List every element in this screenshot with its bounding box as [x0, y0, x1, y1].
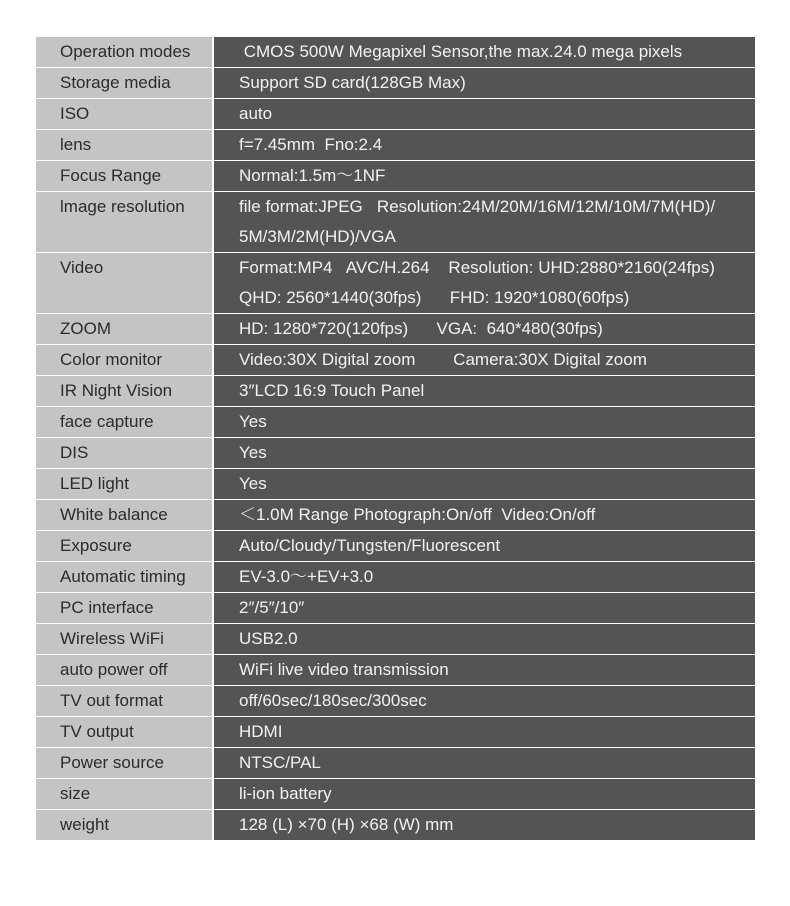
spec-value-line: file format:JPEG Resolution:24M/20M/16M/12M/10M/7M(HD)/ — [239, 197, 716, 216]
spec-label: Focus Range — [36, 161, 213, 192]
spec-row — [36, 192, 755, 253]
spec-value-line: Yes — [239, 412, 267, 431]
spec-label: IR Night Vision — [36, 376, 213, 407]
spec-value — [213, 686, 755, 717]
spec-value — [213, 500, 755, 531]
spec-row — [36, 779, 755, 810]
spec-value — [213, 253, 755, 314]
spec-label: lens — [36, 130, 213, 161]
spec-table-body — [36, 37, 755, 840]
spec-row — [36, 130, 755, 161]
spec-label: weight — [36, 810, 213, 841]
spec-label: Video — [36, 253, 213, 314]
spec-value-line: 5M/3M/2M(HD)/VGA — [239, 227, 396, 246]
spec-value-line: HDMI — [239, 722, 283, 741]
spec-row — [36, 99, 755, 130]
spec-value — [213, 345, 755, 376]
spec-value-line: li-ion battery — [239, 784, 332, 803]
spec-label: Color monitor — [36, 345, 213, 376]
spec-row — [36, 314, 755, 345]
spec-value-line: Auto/Cloudy/Tungsten/Fluorescent — [239, 536, 501, 555]
spec-label: ISO — [36, 99, 213, 130]
spec-label: TV out format — [36, 686, 213, 717]
spec-row — [36, 748, 755, 779]
spec-row — [36, 68, 755, 99]
spec-value — [213, 99, 755, 130]
spec-value-line: CMOS 500W Megapixel Sensor,the max.24.0 mega pixels — [239, 42, 683, 61]
spec-label: LED light — [36, 469, 213, 500]
spec-value-line: Yes — [239, 443, 267, 462]
spec-value-line: NTSC/PAL — [239, 753, 321, 772]
spec-value-line: WiFi live video transmission — [239, 660, 449, 679]
spec-row — [36, 438, 755, 469]
spec-value-line: ＜1.0M Range Photograph:On/off Video:On/off — [239, 505, 596, 524]
spec-row — [36, 500, 755, 531]
spec-value-line: Normal:1.5m〜1NF — [239, 166, 386, 185]
spec-row — [36, 593, 755, 624]
spec-row — [36, 253, 755, 314]
spec-label: auto power off — [36, 655, 213, 686]
spec-value-line: USB2.0 — [239, 629, 298, 648]
spec-value — [213, 469, 755, 500]
spec-value — [213, 624, 755, 655]
spec-value — [213, 748, 755, 779]
spec-value — [213, 37, 755, 68]
spec-row — [36, 469, 755, 500]
spec-value-line: QHD: 2560*1440(30fps) FHD: 1920*1080(60fps) — [239, 288, 630, 307]
spec-value — [213, 376, 755, 407]
spec-row — [36, 624, 755, 655]
spec-row — [36, 407, 755, 438]
spec-label: lmage resolution — [36, 192, 213, 253]
spec-label: Automatic timing — [36, 562, 213, 593]
spec-row — [36, 686, 755, 717]
spec-table — [36, 37, 755, 840]
spec-value — [213, 562, 755, 593]
spec-value — [213, 130, 755, 161]
spec-value-line: Yes — [239, 474, 267, 493]
spec-value — [213, 68, 755, 99]
spec-label: White balance — [36, 500, 213, 531]
spec-label: PC interface — [36, 593, 213, 624]
spec-row — [36, 345, 755, 376]
spec-value — [213, 407, 755, 438]
spec-value — [213, 438, 755, 469]
spec-label: Power source — [36, 748, 213, 779]
spec-label: Wireless WiFi — [36, 624, 213, 655]
spec-label: DIS — [36, 438, 213, 469]
spec-label: size — [36, 779, 213, 810]
spec-label: Exposure — [36, 531, 213, 562]
spec-row — [36, 562, 755, 593]
spec-value-line: 3″LCD 16:9 Touch Panel — [239, 381, 425, 400]
spec-value-line: Video:30X Digital zoom Camera:30X Digital zoom — [239, 350, 647, 369]
spec-value — [213, 655, 755, 686]
spec-label: face capture — [36, 407, 213, 438]
spec-value — [213, 531, 755, 562]
spec-value-line: 128 (L) ×70 (H) ×68 (W) mm — [239, 815, 454, 834]
spec-row — [36, 717, 755, 748]
spec-value — [213, 779, 755, 810]
spec-value — [213, 810, 755, 841]
spec-value-line: EV-3.0〜+EV+3.0 — [239, 567, 374, 586]
spec-value-line: HD: 1280*720(120fps) VGA: 640*480(30fps) — [239, 319, 603, 338]
spec-value-line: 2″/5″/10″ — [239, 598, 305, 617]
spec-row — [36, 376, 755, 407]
spec-value-line: f=7.45mm Fno:2.4 — [239, 135, 383, 154]
spec-value-line: off/60sec/180sec/300sec — [239, 691, 427, 710]
spec-row — [36, 655, 755, 686]
spec-value — [213, 192, 755, 253]
spec-label: TV output — [36, 717, 213, 748]
spec-value — [213, 593, 755, 624]
spec-label: Storage media — [36, 68, 213, 99]
spec-value-line: auto — [239, 104, 273, 123]
spec-value — [213, 717, 755, 748]
spec-value-line: Format:MP4 AVC/H.264 Resolution: UHD:2880*2160(24fps) — [239, 258, 715, 277]
spec-label: Operation modes — [36, 37, 213, 68]
spec-row — [36, 37, 755, 68]
spec-row — [36, 531, 755, 562]
spec-value — [213, 314, 755, 345]
spec-value-line: Support SD card(128GB Max) — [239, 73, 466, 92]
spec-row — [36, 161, 755, 192]
spec-label: ZOOM — [36, 314, 213, 345]
spec-row — [36, 810, 755, 841]
spec-value — [213, 161, 755, 192]
